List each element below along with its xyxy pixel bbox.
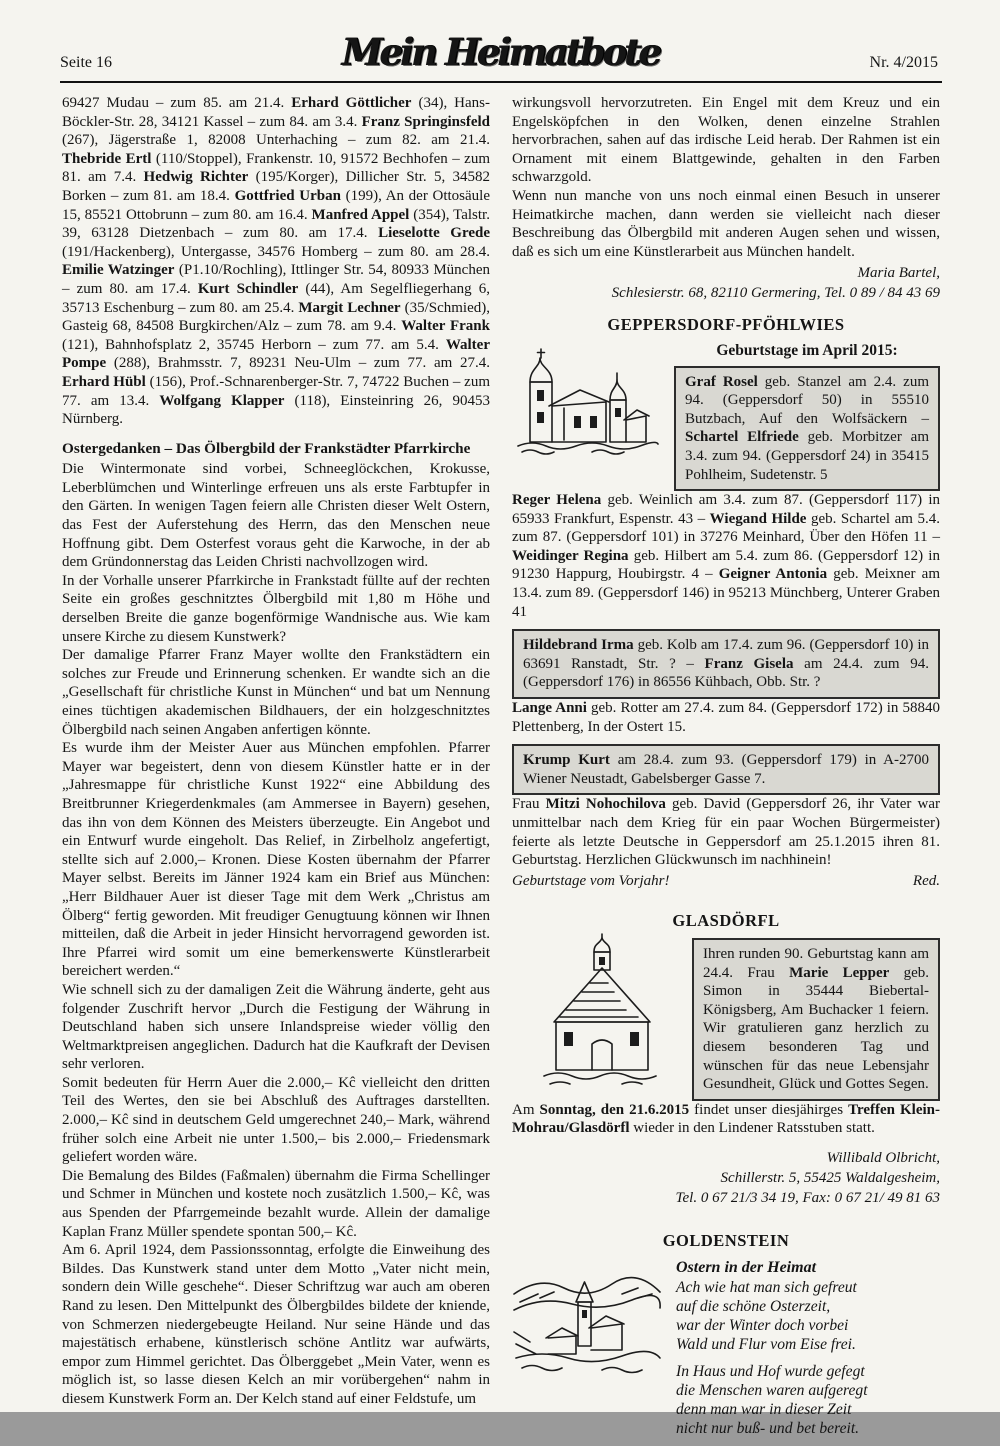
birthday-box-lepper: Ihren runden 90. Geburtstag kann am 24.4. Frau Marie Lepper geb. Simon in 35444 Biebertal-Königsberg, Am Buchacker 1 feiern. Wir gratulieren ganz herzlich zu diesem besonderen Tag und wünschen für das neue Lebensjahr Gesundheit, Glück und Gottes Segen. xyxy=(692,938,940,1101)
geppersdorf-section-row xyxy=(512,342,940,491)
page-number-label: Seite 16 xyxy=(60,54,112,71)
poem-line: Wald und Flur vom Eise frei. xyxy=(676,1335,856,1353)
footnote-editor-label: Red. xyxy=(912,872,940,889)
poem-line: auf die schöne Osterzeit, xyxy=(676,1297,831,1315)
goldenstein-section-row xyxy=(512,1258,940,1446)
article-paragraph: Der damalige Pfarrer Franz Mayer wollte den Frankstädtern ein solches zur Freude und Erinnerung schenken. Er wandte sich an die „Gesellschaft für christliche Kunst in München“ und bat um Nennung eines tüchtigen akademischen Bildhauers, der ein holzgeschnitztes Ölbergbild nach seinen Angaben anfertigen könnte. xyxy=(62,647,490,738)
poem-line: denn man war in dieser Zeit xyxy=(676,1400,852,1418)
section-title-goldenstein: GOLDENSTEIN xyxy=(662,1230,790,1250)
section-title-geppersdorf: GEPPERSDORF-PFÖHLWIES xyxy=(607,315,845,335)
article-paragraph: In der Vorhalle unserer Pfarrkirche in Frankstadt füllte auf der rechten Seite ein großes geschnitztes Ölbergbild mit 1,80 m Höhe und derselben Breite die ganze bogenförmige Wandnische aus. Wie kam unsere Kirche zu diesem Kunstwerk? xyxy=(62,572,490,645)
left-column xyxy=(62,94,490,1409)
header-rule xyxy=(60,81,942,83)
article-paragraph: Die Wintermonate sind vorbei, Schneeglöckchen, Krokusse, Leberblümchen und Winterlinge erfreuen uns als erste Farbtupfer in den Gärten. In wenigen Tagen feiern alle Christen dieser Welt Ostern, das Fest der Auferstehung des Herrn, das den Menschen neue Hoffnung gibt. Dem Osterfest voraus geht die Karwoche, in der ab dem Gründonnerstag das Leiden Christi nachvollzogen wird. xyxy=(62,461,490,571)
article-paragraph: Am 6. April 1924, dem Passionssonntag, erfolgte die Einweihung des Bildes. Das Kunstwerk stand unter dem Motto „Vater nicht mein, sondern dein Wille geschehe“. Dieser Schriftzug war auch am oberen Rand zu lesen. Den Mittelpunkt des Ölbergbildes bildete der kniende, von Schmerzen niedergebeugte Heiland. Nur seine Hände und das majestätisch erhabene, künstlerisch schöne Antlitz war aufwärts, empor zum Himmel gerichtet. Das Ölberggebet „Mein Vater, wenn es möglich ist, so lasse diesen Kelch an mir vorübergehen“ nahm in diesem Kunstwerk Form an. Der Kelch stand auf einer Feldstufe, um xyxy=(62,1242,490,1407)
birthday-box-graf-schartel: Graf Rosel geb. Stanzel am 2.4. zum 94. (Geppersdorf 50) in 55510 Butzbach, Auf den Wolfsäckern – Schartel Elfriede geb. Morbitzer am 3.4. zum 94. (Geppersdorf 24) in 35415 Pohlheim, Sudetenstr. 5 xyxy=(674,366,940,492)
section-title-glasdoerfl: GLASDÖRFL xyxy=(672,911,780,931)
article-continuation-paragraph: Wenn nun manche von uns noch einmal einen Besuch in unserer Heimatkirche machen, dann werden sie vielleicht nach dieser Beschreibung das Ölbergbild mit anderen Augen sehen und wissen, daß es sich um eine Künstlerarbeit aus München handelt. xyxy=(512,187,940,260)
poem-line: nicht nur buß- und bet bereit. xyxy=(676,1419,860,1437)
geppersdorf-footnote xyxy=(512,872,940,891)
goldenstein-poem xyxy=(676,1258,940,1446)
goldenstein-landscape-illustration xyxy=(512,1258,662,1380)
birthday-list-paragraph: 69427 Mudau – zum 85. am 21.4. Erhard Göttlicher (34), Hans-Böckler-Str. 28, 34121 Kassel – zum 84. am 3.4. Franz Springinsfeld (267), Jägerstraße 1, 82008 Unterhaching – zum 82. am 21.4. Thebride Ertl (110/Stoppel), Frankenstr. 10, 91572 Bechhofen – zum 81. am 7.4. Hedwig Richter (195/Korger), Dillicher Str. 5, 34582 Borken – zum 81. am 18.4. Gottfried Urban (199), An der Ottosäule 15, 85521 Ottobrunn – zum 80. am 16.4. Manfred Appel (354), Talstr. 39, 63128 Dietzenbach – zum 80. am 17.4. Lieselotte Grede (191/Hackenberg), Untergasse, 34576 Homberg – zum 80. am 28.4. Emilie Watzinger (P1.10/Rochling), Ittlinger Str. 54, 80933 München – zum 80. am 17.4. Kurt Schindler (44), Am Segelfliegerhang 6, 35713 Eschenburg – zum 80. am 25.4. Margit Lechner (35/Schmied), Gasteig 68, 84508 Burgkirchen/Alz – zum 78. am 9.4. Walter Frank (121), Bahnhofsplatz 2, 35745 Herborn – zum 77. am 5.4. Walter Pompe (288), Brahmsstr. 7, 89231 Neu-Ulm – zum 77. am 27.4. Erhard Hübl (156), Prof.-Schnarenberger-Str. 7, 74722 Buchen – zum 77. am 13.4. Wolfgang Klapper (118), Einsteinring 26, 90453 Nürnberg. xyxy=(62,95,491,428)
poem-line: Ach wie hat man sich gefreut xyxy=(676,1278,857,1296)
geppersdorf-entries-paragraph: Reger Helena geb. Weinlich am 3.4. zum 87. (Geppersdorf 117) in 65933 Frankfurt, Espenstr. 43 – Wiegand Hilde geb. Schartel am 5.4. zum 87. (Geppersdorf 101) in 37276 Meinhard, Über den Höfen 11 – Weidinger Regina geb. Hilbert am 5.4. zum 86. (Geppersdorf 12) in 91230 Happurg, Houbirgstr. 4 – Geigner Antonia geb. Meixner am 13.4. zum 89. (Geppersdorf 146) in 95213 Münchberg, Unterer Graben 41 xyxy=(512,492,941,620)
glasdoerfl-meeting-paragraph: Am Sonntag, den 21.6.2015 findet unser diesjähirges Treffen Klein-Mohrau/Glasdörfl wieder in den Lindener Ratsstuben statt. xyxy=(512,1101,940,1137)
geppersdorf-church-illustration xyxy=(512,342,660,460)
glasdoerfl-signature xyxy=(512,1148,940,1208)
poem-stanza xyxy=(676,1278,940,1354)
article-paragraph: Wie schnell sich zu der damaligen Zeit die Währung änderte, geht aus folgender Zuschrift hervor „Durch die Festigung der Währung in Deutschland haben sich unsere Inlandspreise wieder völlig den Weltmarktpreisen angeglichen. Dadurch hat die Kaufkraft der Devisen sehr verloren. xyxy=(62,981,490,1073)
article-paragraph: Es wurde ihm der Meister Auer aus München empfohlen. Pfarrer Mayer war begeistert, denn von diesem Künstler hatte er in der „Jahresmappe für christliche Kunst 1922“ eine Abbildung des Breitbrunner Kriegerdenkmales (am Ammersee in Bayern) gesehen, das ihn von dem Können des Meisters überzeugte. Ein Angebot und ein Entwurf wurde eingeholt. Das Relief, in Zirbelholz angefertigt, stellte sich auf 2.000,– Kronen. Diese Kosten übernahm der Pfarrer Mayer selbst. Bereits im Jänner 1924 kam ein Brief aus München: „Herr Bildhauer Auer ist dieser Tage mit dem Werk „Christus am Ölberg“ fertig geworden. Mit freudiger Genugtuung können wir Ihnen mitteilen, daß die Arbeit in jeder Hinsicht hervorragend geworden ist. Ihre Pfarrei wird somit um eine bemerkenswerte Künstlerarbeit bereichert werden.“ xyxy=(62,740,490,980)
poem-title: Ostern in der Heimat xyxy=(676,1258,817,1276)
glasdoerfl-chapel-illustration xyxy=(526,938,678,1090)
signature-line: Tel. 0 67 21/3 34 19, Fax: 0 67 21/ 49 81 63 xyxy=(675,1189,940,1206)
footnote-left-label: Geburtstage vom Vorjahr! xyxy=(512,872,670,889)
poem-line: die Menschen waren aufgeregt xyxy=(676,1381,868,1399)
birthday-box-hildebrand-franz: Hildebrand Irma geb. Kolb am 17.4. zum 96. (Geppersdorf 10) in 63691 Ranstadt, Str. ? – Franz Gisela am 24.4. zum 94. (Geppersdorf 176) in 86556 Kühbach, Obb. Str. ? xyxy=(512,629,940,699)
signature-line: Willibald Olbricht, xyxy=(826,1149,940,1166)
geppersdorf-birthdays-block xyxy=(674,342,940,491)
article-author-signature xyxy=(512,263,940,303)
poem-line: war der Winter doch vorbei xyxy=(676,1316,849,1334)
poem-stanza xyxy=(676,1362,940,1438)
geppersdorf-subtitle: Geburtstage im April 2015: xyxy=(716,341,898,359)
right-column xyxy=(512,94,940,1446)
birthday-box-krump: Krump Kurt am 28.4. zum 93. (Geppersdorf 179) in A-2700 Wiener Neustadt, Gabelsberger Gasse 7. xyxy=(512,744,940,795)
article-title: Ostergedanken – Das Ölbergbild der Frankstädter Pfarrkirche xyxy=(62,439,471,457)
geppersdorf-lange-paragraph: Lange Anni geb. Rotter am 27.4. zum 84. (Geppersdorf 172) in 58840 Plettenberg, In der Ostert 15. xyxy=(512,700,940,735)
signature-line: Schlesierstr. 68, 82110 Germering, Tel. 0 89 / 84 43 69 xyxy=(611,285,940,302)
article-continuation-paragraph: wirkungsvoll hervorzutreten. Ein Engel mit dem Kreuz und ein Engelsköpfchen in den Wolken, denen einzelne Strahlen hervorbrachen, sahen auf das irdische Leid herab. Der Rahmen ist ein Ornament mit einem Blattgewinde, gehalten in den Farben schwarzgold. xyxy=(512,95,940,186)
masthead-title: Mein Heimatbote xyxy=(341,30,659,74)
article-paragraph: Die Bemalung des Bildes (Faßmalen) übernahm die Firma Schellinger und Schmer in München und kostete noch zusätzlich 1.500,– Kĉ, was aus Spenden der Pfarrgemeinde bezahlt wurde. Allein der damalige Kaplan Franz Müller spendete spontan 500,– Kĉ. xyxy=(62,1167,490,1240)
issue-number-label: Nr. 4/2015 xyxy=(869,54,938,71)
glasdoerfl-section-row xyxy=(512,938,940,1101)
signature-line: Maria Bartel, xyxy=(857,265,940,282)
signature-line: Schillerstr. 5, 55425 Waldalgesheim, xyxy=(720,1169,940,1186)
article-paragraph: Somit bedeuten für Herrn Auer die 2.000,– Kĉ vielleicht den dritten Teil des Wertes, den sie bei Abschluß des Auftrages darstellten. 2.000,– Kĉ sind in deutschem Geld umgerechnet 240,– Mark, während früher solch eine Arbeit nie unter 1.500,– bis 2.000,– Friedensmark geliefert worden wäre. xyxy=(62,1074,490,1166)
geppersdorf-mitzi-paragraph: Frau Mitzi Nohochilova geb. David (Geppersdorf 26, ihr Vater war unmittelbar nach dem Krieg für ein paar Wochen Bürgermeister) feierte als letzte Deutsche in Geppersdorf am 25.1.2015 ihren 81. Geburtstag. Herzlichen Glückwunsch im nachhinein! xyxy=(512,796,941,869)
poem-line: In Haus und Hof wurde gefegt xyxy=(676,1362,865,1380)
